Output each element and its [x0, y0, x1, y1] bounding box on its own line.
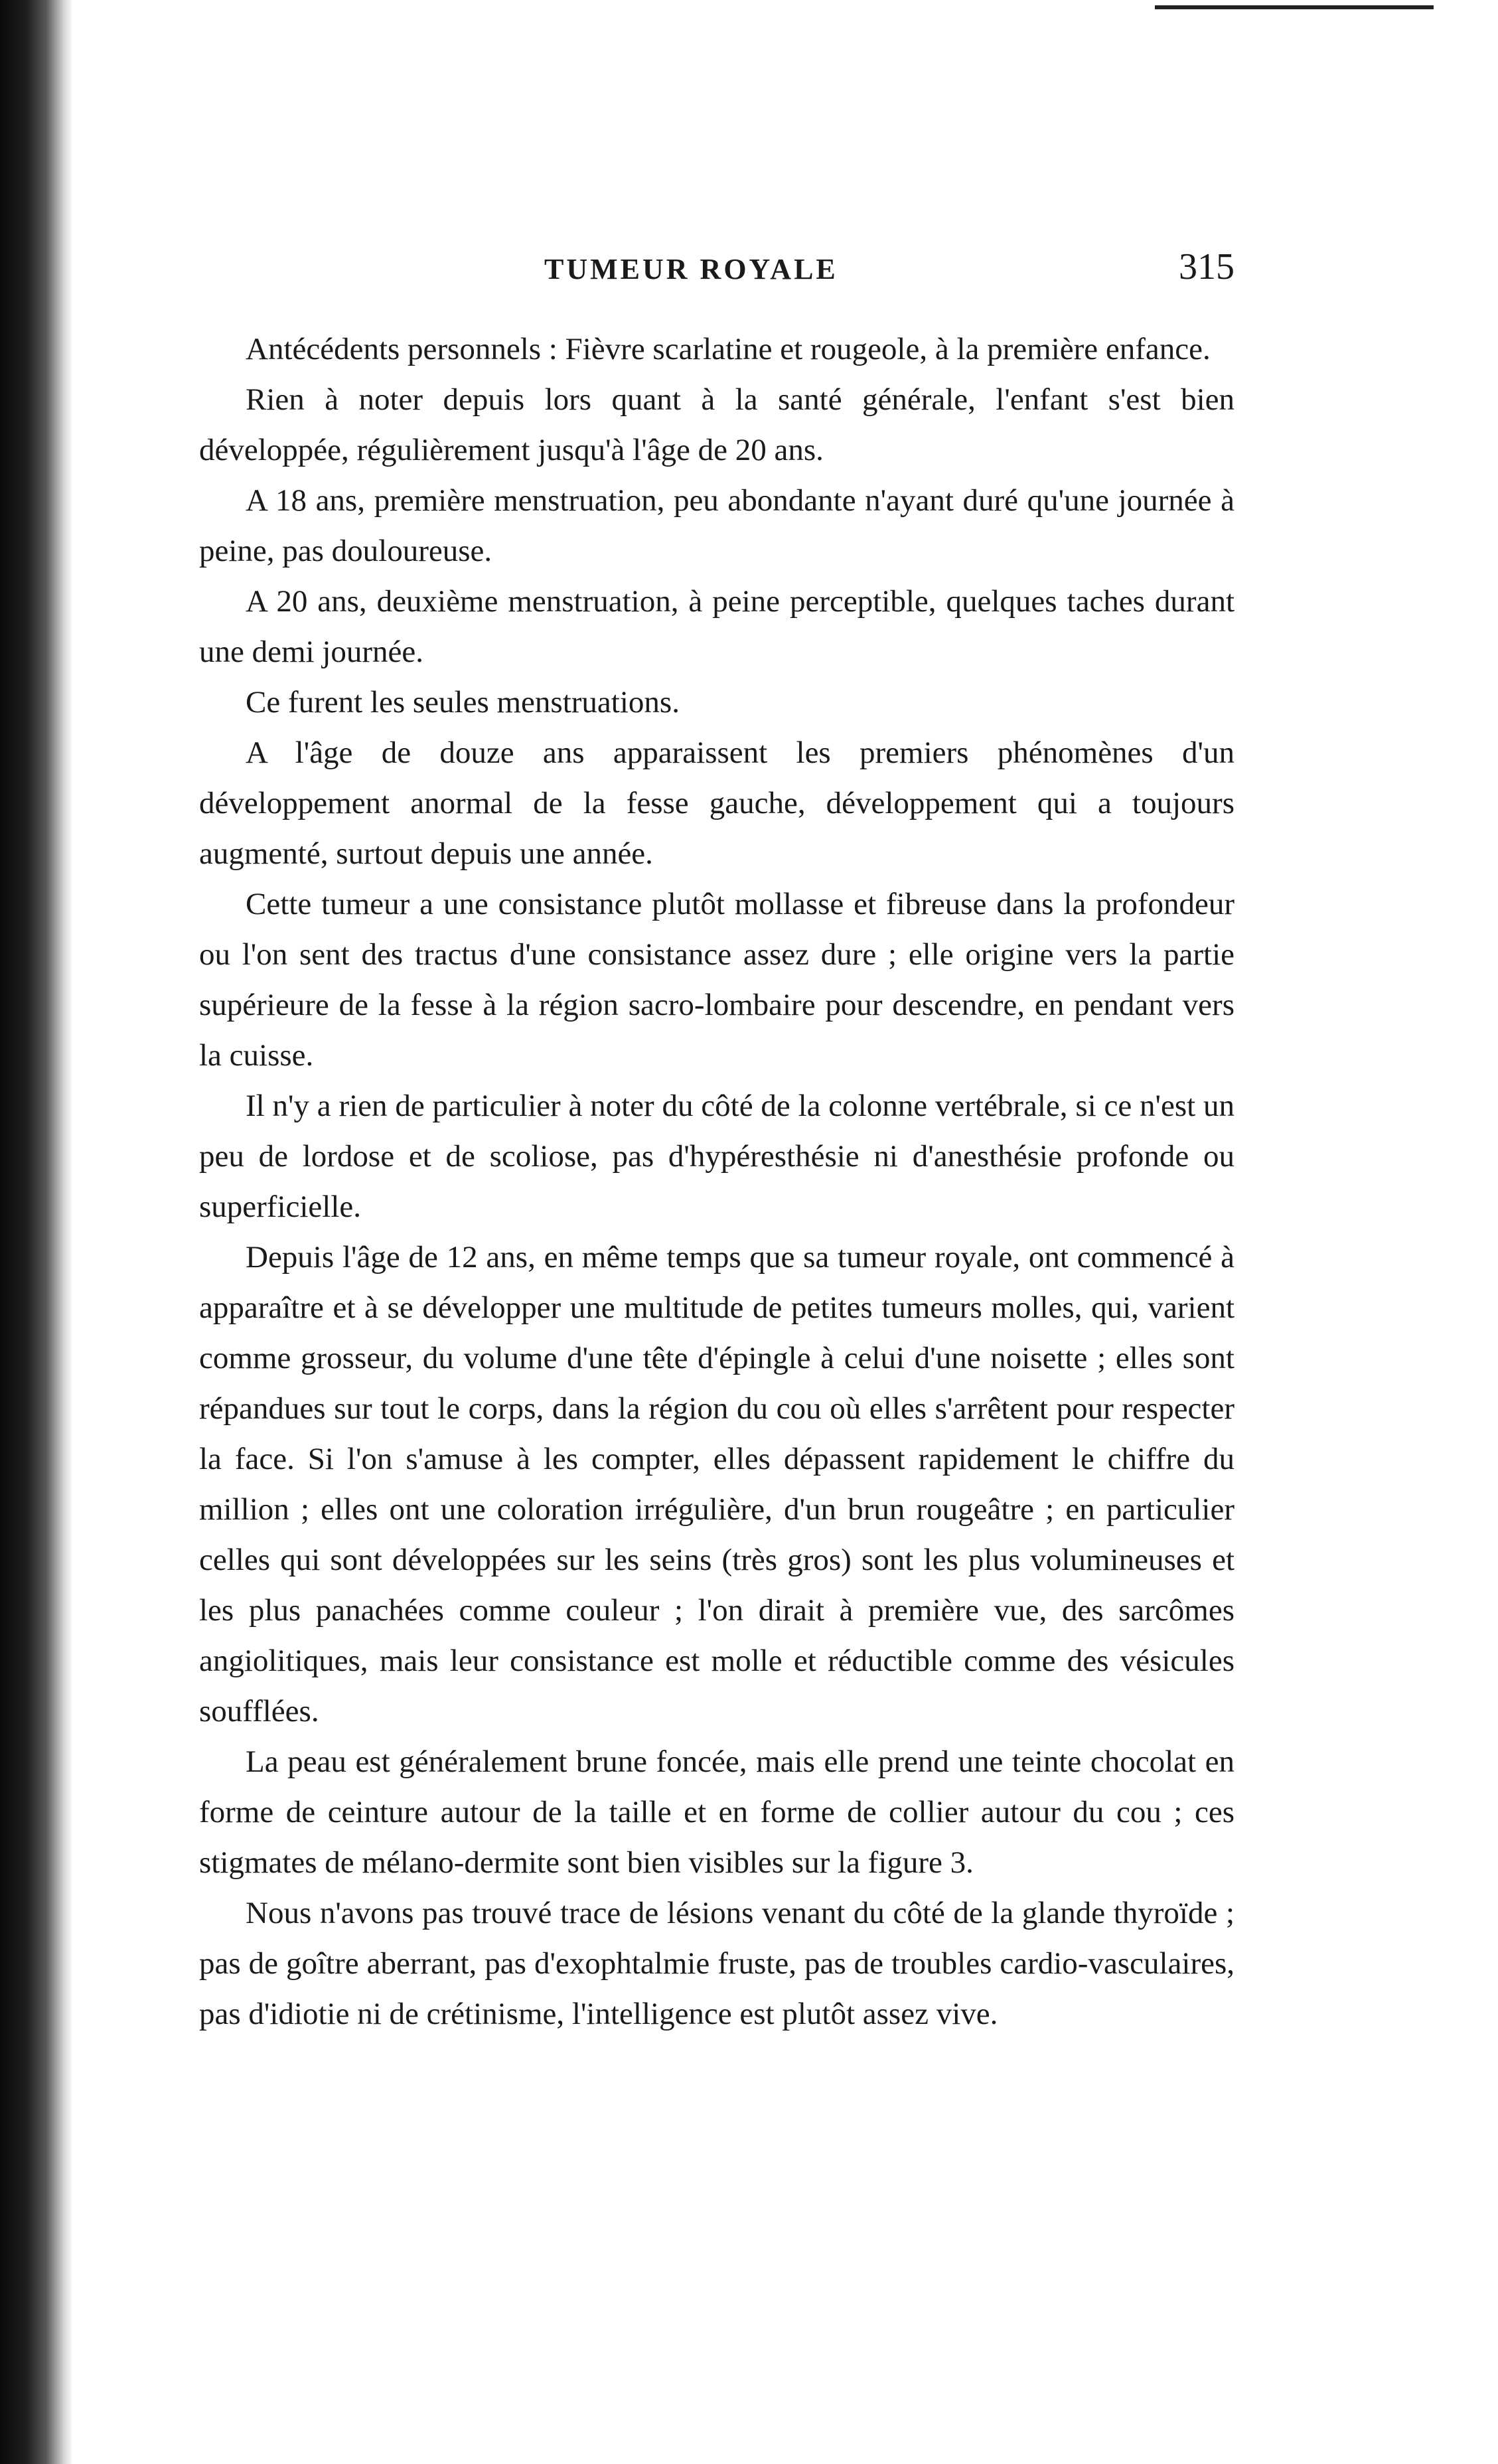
- paragraph: La peau est généralement brune foncée, mais elle prend une teinte chocolat en forme de ceinture autour de la taille et en forme de collier autour du cou ; ces stigmates de mélano-dermite sont bien visibles sur la figure 3.: [199, 1744, 1235, 1880]
- body-text: [199, 324, 1235, 2039]
- page-number: 315: [1179, 246, 1235, 287]
- paragraph: A 20 ans, deuxième menstruation, à peine perceptible, quelques taches durant une demi journée.: [199, 584, 1235, 669]
- paragraph: A l'âge de douze ans apparaissent les premiers phénomènes d'un développement anormal de la fesse gauche, développement qui a toujours augmenté, surtout depuis une année.: [199, 735, 1235, 871]
- page-header: [199, 246, 1235, 299]
- paragraph: Antécédents personnels : Fièvre scarlatine et rougeole, à la première enfance.: [246, 332, 1211, 366]
- paragraph: A 18 ans, première menstruation, peu abondante n'ayant duré qu'une journée à peine, pas douloureuse.: [199, 483, 1235, 568]
- paragraph: Nous n'avons pas trouvé trace de lésions venant du côté de la glande thyroïde ; pas de goître aberrant, pas d'exophtalmie fruste, pas de troubles cardio-vasculaires, pas d'idiotie ni de crétinisme, l'intelligence est plutôt assez vive.: [199, 1896, 1235, 2031]
- paragraph: Cette tumeur a une consistance plutôt mollasse et fibreuse dans la profondeur ou l'on sent des tractus d'une consistance assez dure ; elle origine vers la partie supérieure de la fesse à la région sacro-lombaire pour descendre, en pendant vers la cuisse.: [199, 887, 1235, 1073]
- page: [199, 0, 1235, 2464]
- running-title: TUMEUR ROYALE: [544, 253, 838, 285]
- paragraph: Rien à noter depuis lors quant à la santé générale, l'enfant s'est bien développée, régulièrement jusqu'à l'âge de 20 ans.: [199, 382, 1235, 467]
- paragraph: Ce furent les seules menstruations.: [246, 685, 680, 720]
- paragraph: Depuis l'âge de 12 ans, en même temps que sa tumeur royale, ont commencé à apparaître et à se développer une multitude de petites tumeurs molles, qui, varient comme grosseur, du volume d'une tête d'épingle à celui d'une noisette ; elles sont répandues sur tout le corps, dans la région du cou où elles s'arrêtent pour respecter la face. Si l'on s'amuse à les compter, elles dépassent rapidement le chiffre du million ; elles ont une coloration irrégulière, d'un brun rougeâtre ; en particulier celles qui sont développées sur les seins (très gros) sont les plus volumineuses et les plus panachées comme couleur ; l'on dirait à première vue, des sarcômes angiolitiques, mais leur consistance est molle et réductible comme des vésicules soufflées.: [199, 1240, 1235, 1729]
- paragraph: Il n'y a rien de particulier à noter du côté de la colonne vertébrale, si ce n'est un peu de lordose et de scoliose, pas d'hypéresthésie ni d'anesthésie profonde ou superficielle.: [199, 1089, 1235, 1224]
- binding-shadow: [0, 0, 73, 2464]
